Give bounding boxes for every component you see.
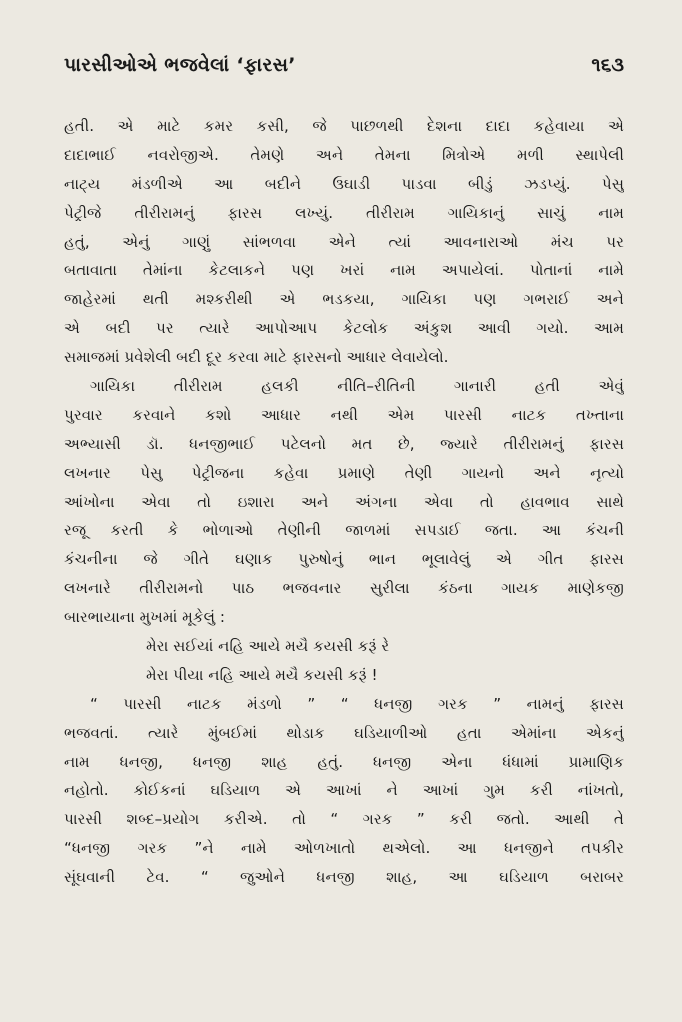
text-line: “ પારસી નાટક મંડળો ” “ ધનજી ગરક ” નામનું ફારસ xyxy=(90,694,624,713)
text-line: હતી. એ માટે કમર કસી, જે પાછળથી દેશના દાદા કહેવાયા એ xyxy=(64,117,624,135)
verse-line: મેરા પીયા નહિ આયે મયૈ કયસી કરૂં ! xyxy=(146,665,378,684)
text-line: “ધનજી ગરક ”ને નામે ઓળખાતો થએલો. આ ધનજીને તપકીર xyxy=(64,839,624,858)
verse-line: મેરા સઈયાં નહિ આયે મયૈ કયસી કરૂં રે xyxy=(146,637,390,656)
text-line: નાટ્ય મંડળીએ આ બદીને ઉઘાડી પાડવા બીડું ઝડપ્યું. પેસુ xyxy=(64,174,624,193)
text-line: સમાજમાં પ્રવેશેલી બદી દૂર કરવા માટે ફારસનો આધાર લેવાયેલો. xyxy=(64,348,449,367)
text-line: ગાયિકા તીરીરામ હલકી નીતિ–રીતિની ગાનારી હતી એવું xyxy=(90,377,624,396)
text-line: લખનાર પેસુ પેટ્રીજના કહેવા પ્રમાણે તેણી ગાયનો અને નૃત્યો xyxy=(64,463,624,482)
text-line: કંચનીના જે ગીતે ઘણાક પુરુષોનું ભાન ભૂલાવેલું એ ગીત ફારસ xyxy=(64,550,624,569)
body-text xyxy=(64,112,624,892)
text-line: પુરવાર કરવાને કશો આધાર નથી એમ પારસી નાટક તખ્તાના xyxy=(64,405,624,424)
text-line: નામ ધનજી, ધનજી શાહ હતું. ધનજી એના ધંધામાં પ્રામાણિક xyxy=(64,752,624,771)
running-title: પારસીઓએ ભજવેલાં ‘ફારસ’ xyxy=(64,54,296,76)
text-line: પેટ્રીજે તીરીરામનું ફારસ લખ્યું. તીરીરામ ગાયિકાનું સાચું નામ xyxy=(64,203,624,222)
text-line: પારસી શબ્દ–પ્રયોગ કરીએ. તો “ ગરક ” કરી જતો. આથી તે xyxy=(64,810,624,829)
text-line: બારભાયાના મુખમાં મૂકેલું : xyxy=(64,608,226,627)
text-line: જાહેરમાં થતી મશ્કરીથી એ ભડકયા, ગાયિકા પણ ગભરાઈ અને xyxy=(64,290,624,309)
text-line: અભ્યાસી ડૉ. ધનજીભાઈ પટેલનો મત છે, જ્યારે તીરીરામનું ફારસ xyxy=(64,434,624,453)
text-line: દાદાભાઈ નવરોજીએ. તેમણે અને તેમના મિત્રોએ મળી સ્થાપેલી xyxy=(64,145,624,164)
text-line: હતું, એનું ગાણું સાંભળવા એને ત્યાં આવનારાઓ મંચ પર xyxy=(64,232,624,251)
page-number: ૧૬૩ xyxy=(591,54,624,76)
text-line: એ બદી પર ત્યારે આપોઆપ કેટલોક અંકુશ આવી ગયો. આમ xyxy=(64,319,624,338)
text-line: બતાવાતા તેમાંના કેટલાકને પણ ખરાં નામ અપાયેલાં. પોતાનાં નામે xyxy=(64,261,624,280)
page-header xyxy=(64,54,624,94)
text-line: આંખોના એવા તો ઇશારા અને અંગના એવા તો હાવભાવ સાથે xyxy=(64,492,624,511)
text-line: રજૂ કરતી કે ભોળાઓ તેણીની જાળમાં સપડાઈ જતા. આ કંચની xyxy=(64,521,624,540)
text-line: સૂંઘવાની ટેવ. “ જુઓને ધનજી શાહ, આ ઘડિયાળ બરાબર xyxy=(64,868,624,887)
text-line: ભજવતાં. ત્યારે મુંબઈમાં થોડાક ઘડિયાળીઓ હતા એમાંના એકનું xyxy=(64,723,624,742)
text-line: નહોતો. કોઈકનાં ઘડિયાળ એ આખાં ને આખાં ગુમ કરી નાંખતો, xyxy=(64,781,624,800)
text-line: લખનારે તીરીરામનો પાઠ ભજવનાર સુરીલા કંઠના ગાયક માણેકજી xyxy=(64,579,624,598)
